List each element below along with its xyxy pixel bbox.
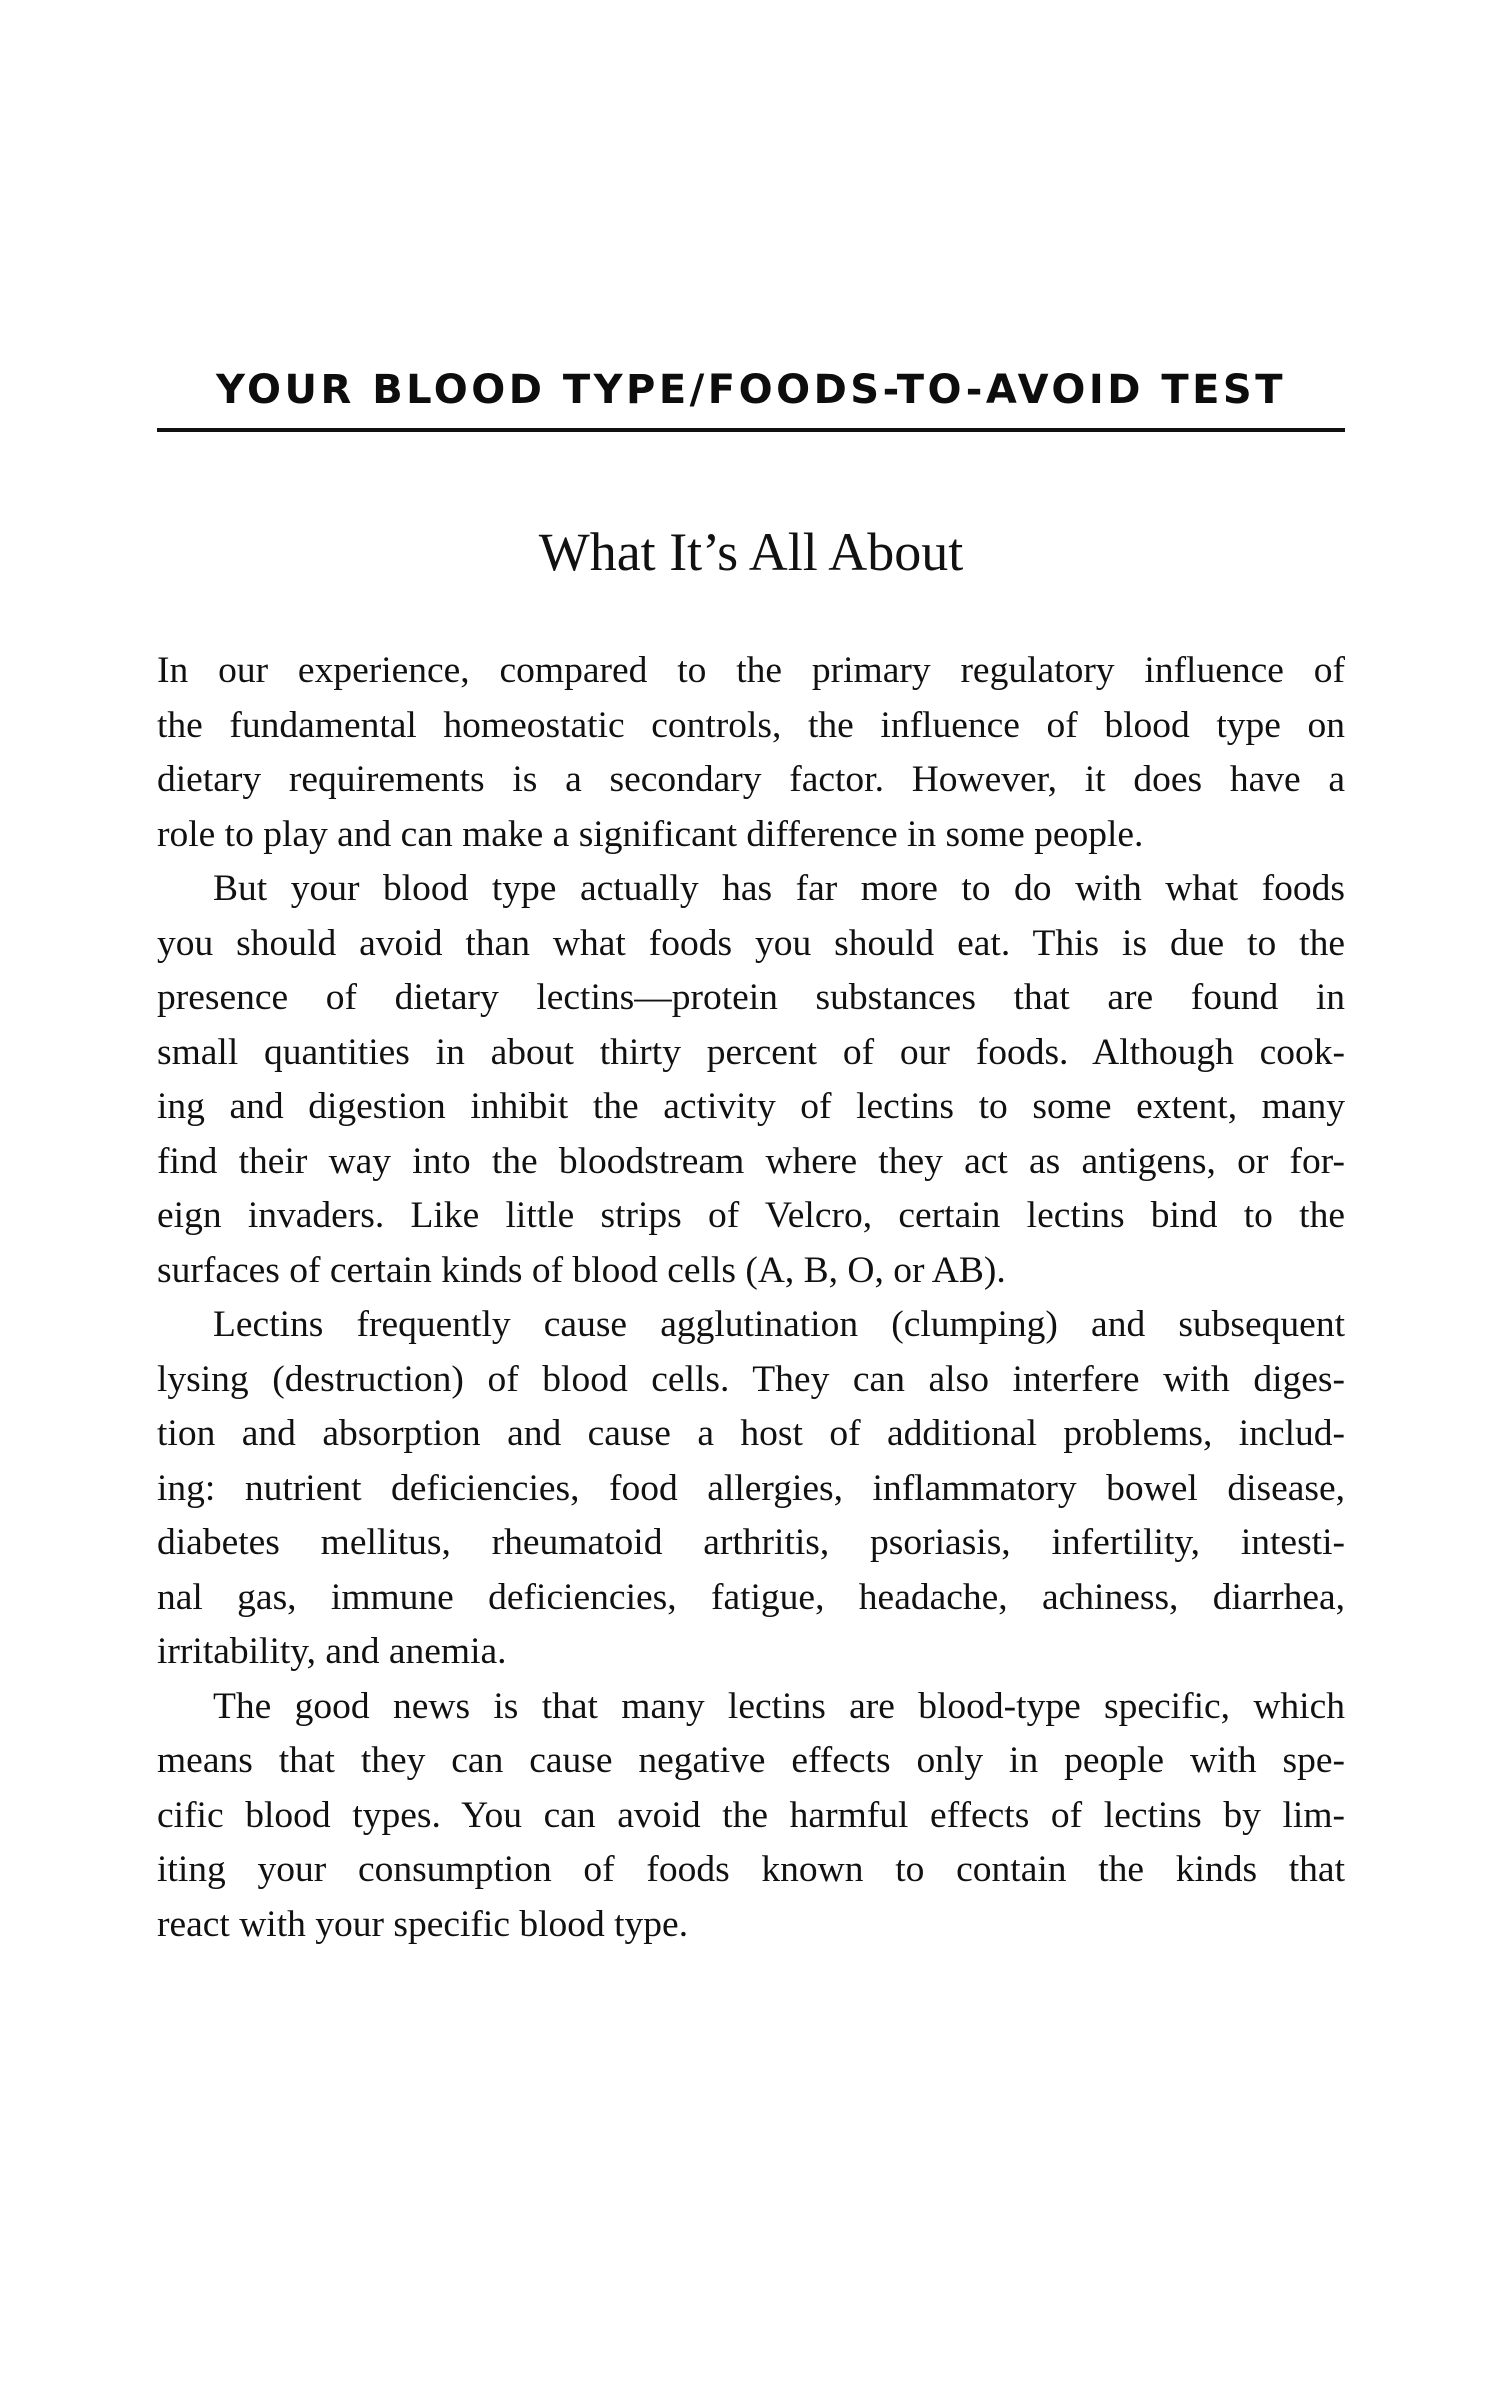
text-line: iting your consumption of foods known to contain the kinds that (157, 1849, 1345, 1890)
text-line: lysing (destruction) of blood cells. They can also interfere with diges- (157, 1358, 1345, 1400)
paragraph-2 (157, 862, 1345, 1298)
paragraph-4 (157, 1680, 1345, 1953)
text-line: presence of dietary lectins—protein substances that are found in (157, 977, 1345, 1018)
text-line: diabetes mellitus, rheumatoid arthritis, psoriasis, infertility, intesti- (157, 1522, 1345, 1563)
text-line: ing and digestion inhibit the activity of lectins to some extent, many (157, 1086, 1345, 1127)
text-line: nal gas, immune deficiencies, fatigue, headache, achiness, diarrhea, (157, 1576, 1345, 1618)
text-line: small quantities in about thirty percent of our foods. Although cook- (157, 1031, 1345, 1073)
text-line: ing: nutrient deficiencies, food allergies, inflammatory bowel disease, (157, 1467, 1345, 1509)
text-line: Lectins frequently cause agglutination (clumping) and subsequent (213, 1304, 1345, 1345)
text-line: cific blood types. You can avoid the harmful effects of lectins by lim- (157, 1794, 1345, 1836)
body-text (157, 644, 1345, 1952)
section-title: What It’s All About (538, 522, 964, 582)
text-line: But your blood type actually has far more to do with what foods (213, 868, 1345, 909)
text-line: irritability, and anemia. (157, 1631, 507, 1672)
text-line: eign invaders. Like little strips of Velcro, certain lectins bind to the (157, 1195, 1345, 1236)
text-line: means that they can cause negative effects only in people with spe- (157, 1740, 1345, 1781)
text-line: you should avoid than what foods you should eat. This is due to the (157, 922, 1345, 964)
running-head: YOUR BLOOD TYPE/FOODS-TO-AVOID TEST (216, 367, 1286, 413)
text-line: In our experience, compared to the primary regulatory influence of (157, 650, 1345, 691)
header-rule (157, 428, 1345, 432)
text-line: role to play and can make a significant difference in some people. (157, 813, 1144, 855)
text-line: tion and absorption and cause a host of additional problems, includ- (157, 1413, 1345, 1454)
text-line: find their way into the bloodstream where they act as antigens, or for- (157, 1140, 1345, 1182)
paragraph-1 (157, 644, 1345, 862)
text-line: The good news is that many lectins are blood-type specific, which (213, 1685, 1345, 1727)
text-line: react with your specific blood type. (157, 1903, 689, 1945)
text-line: surfaces of certain kinds of blood cells (A, B, O, or AB). (157, 1249, 1006, 1291)
paragraph-3 (157, 1298, 1345, 1680)
text-line: dietary requirements is a secondary factor. However, it does have a (157, 759, 1345, 800)
text-line: the fundamental homeostatic controls, the influence of blood type on (157, 704, 1345, 746)
